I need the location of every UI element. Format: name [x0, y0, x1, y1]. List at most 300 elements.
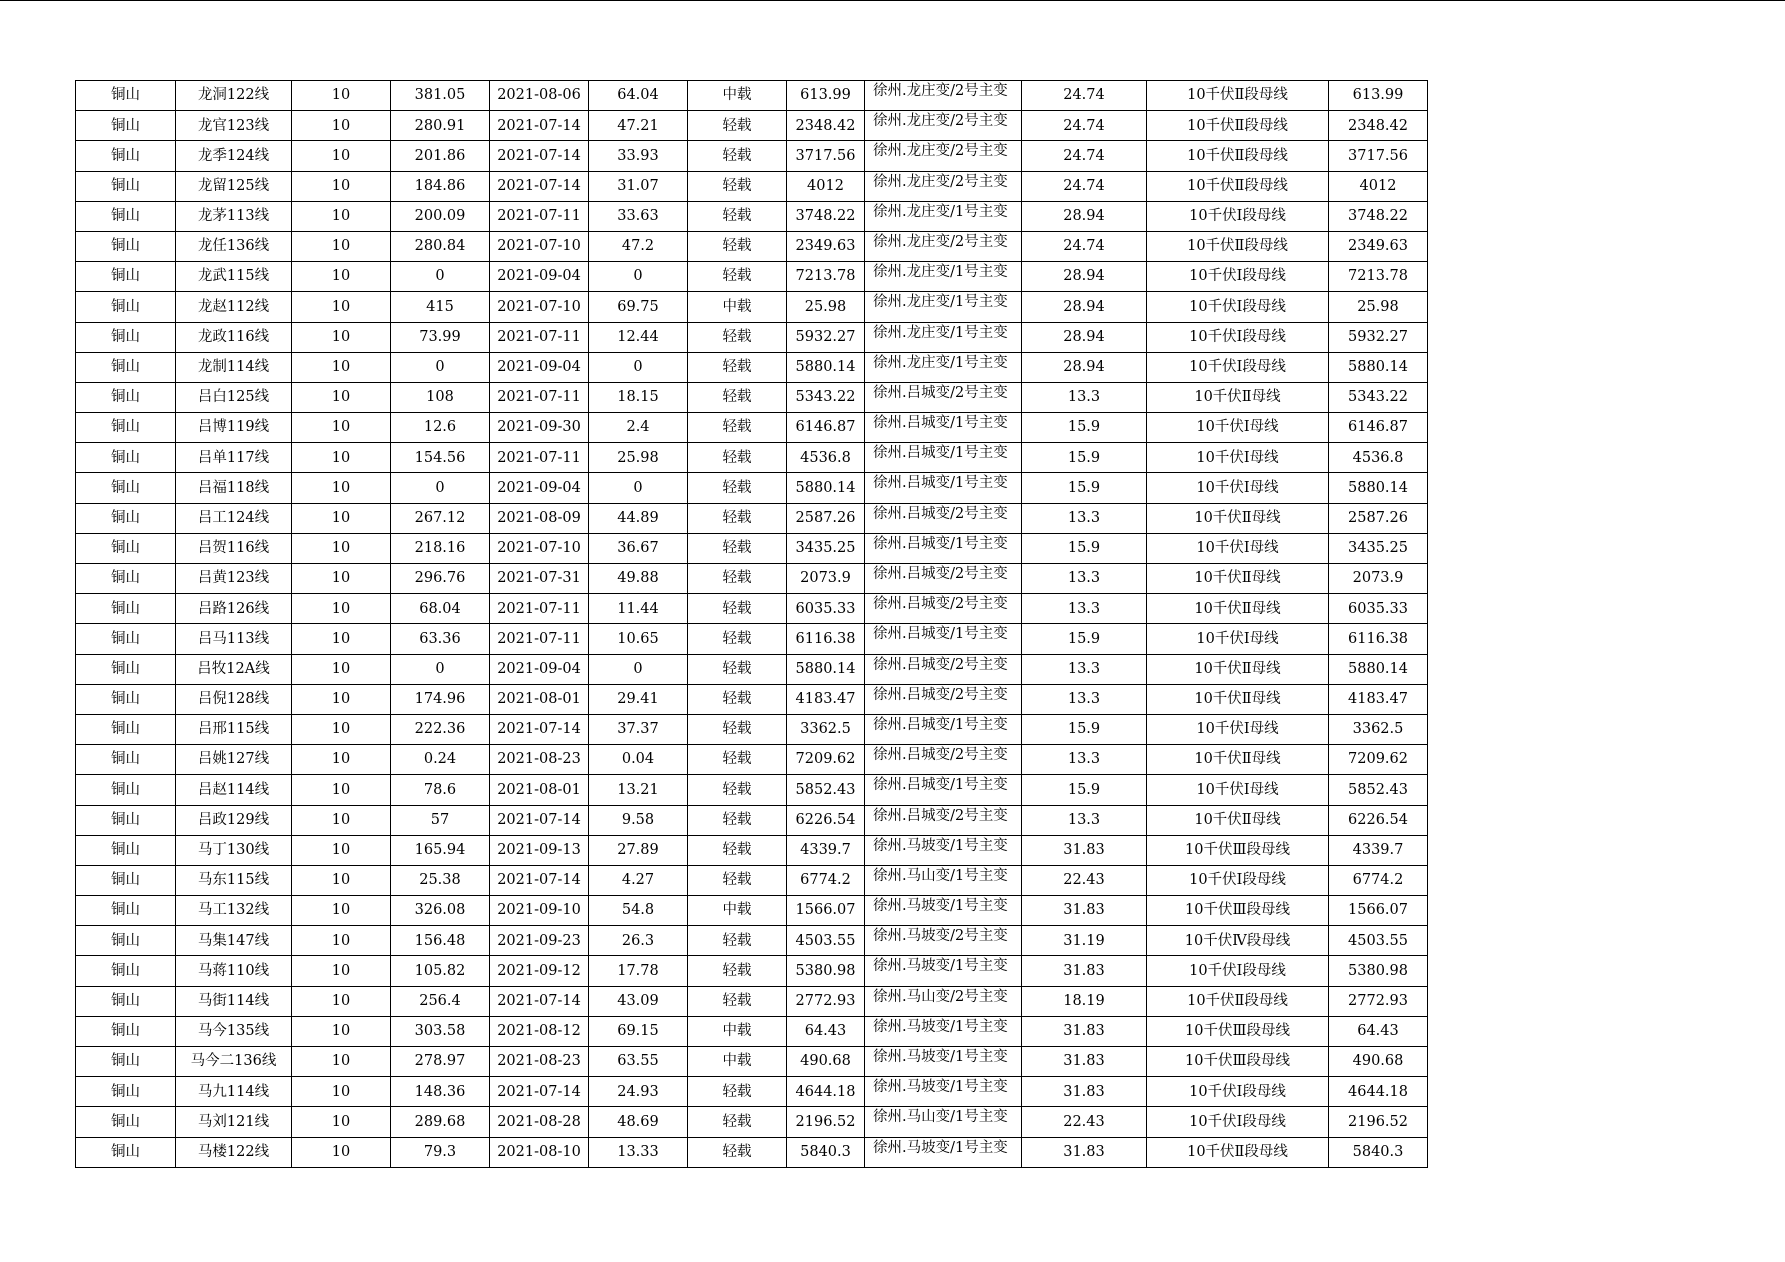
transformer-rate-cell: 31.83	[1022, 1016, 1147, 1046]
load-rate-cell: 29.41	[589, 684, 688, 714]
bus-section-cell: 10千伏Ⅰ母线	[1147, 714, 1329, 744]
date-cell: 2021-07-14	[490, 986, 589, 1016]
load-cell: 280.91	[391, 111, 490, 141]
load-status-cell: 轻载	[688, 141, 787, 171]
date-cell: 2021-07-14	[490, 1077, 589, 1107]
capacity-cell: 6116.38	[787, 624, 865, 654]
date-cell: 2021-08-01	[490, 775, 589, 805]
substation-text: 徐州.吕城变/2号主变	[873, 686, 1008, 703]
date-cell: 2021-07-10	[490, 292, 589, 322]
transformer-rate-cell: 31.83	[1022, 1047, 1147, 1077]
table-row	[76, 292, 1428, 322]
date-cell: 2021-07-11	[490, 624, 589, 654]
district-cell: 铜山	[76, 262, 176, 292]
district-cell: 铜山	[76, 1047, 176, 1077]
load-rate-cell: 24.93	[589, 1077, 688, 1107]
load-cell: 267.12	[391, 503, 490, 533]
substation-text: 徐州.吕城变/1号主变	[873, 716, 1008, 733]
voltage-cell: 10	[292, 956, 391, 986]
line-name-cell: 马集147线	[176, 926, 292, 956]
transformer-rate-cell: 13.3	[1022, 805, 1147, 835]
available-capacity-cell: 5880.14	[1329, 352, 1428, 382]
available-capacity-cell: 5840.3	[1329, 1137, 1428, 1167]
capacity-cell: 4644.18	[787, 1077, 865, 1107]
date-cell: 2021-09-10	[490, 896, 589, 926]
bus-section-cell: 10千伏Ⅱ母线	[1147, 745, 1329, 775]
table-row	[76, 594, 1428, 624]
substation-cell	[865, 986, 1022, 1016]
transformer-rate-cell: 28.94	[1022, 201, 1147, 231]
substation-cell	[865, 594, 1022, 624]
line-name-cell: 吕姚127线	[176, 745, 292, 775]
date-cell: 2021-07-11	[490, 594, 589, 624]
capacity-cell: 5880.14	[787, 352, 865, 382]
district-cell: 铜山	[76, 775, 176, 805]
bus-section-cell: 10千伏Ⅲ段母线	[1147, 1047, 1329, 1077]
substation-text: 徐州.龙庄变/2号主变	[873, 233, 1008, 250]
line-name-cell: 龙洞122线	[176, 81, 292, 111]
table-row	[76, 654, 1428, 684]
substation-text: 徐州.马坡变/2号主变	[873, 928, 1008, 945]
load-rate-cell: 13.33	[589, 1137, 688, 1167]
transformer-rate-cell: 15.9	[1022, 775, 1147, 805]
substation-cell	[865, 81, 1022, 111]
load-rate-cell: 17.78	[589, 956, 688, 986]
bus-section-cell: 10千伏Ⅱ段母线	[1147, 141, 1329, 171]
voltage-cell: 10	[292, 231, 391, 261]
available-capacity-cell: 4339.7	[1329, 835, 1428, 865]
voltage-cell: 10	[292, 171, 391, 201]
bus-section-cell: 10千伏Ⅳ段母线	[1147, 926, 1329, 956]
load-rate-cell: 49.88	[589, 564, 688, 594]
capacity-cell: 4536.8	[787, 443, 865, 473]
date-cell: 2021-07-31	[490, 564, 589, 594]
bus-section-cell: 10千伏Ⅱ段母线	[1147, 81, 1329, 111]
voltage-cell: 10	[292, 714, 391, 744]
load-rate-cell: 33.63	[589, 201, 688, 231]
load-status-cell: 轻载	[688, 865, 787, 895]
transformer-rate-cell: 28.94	[1022, 322, 1147, 352]
district-cell: 铜山	[76, 926, 176, 956]
load-cell: 201.86	[391, 141, 490, 171]
voltage-cell: 10	[292, 594, 391, 624]
load-status-cell: 轻载	[688, 201, 787, 231]
table-row	[76, 745, 1428, 775]
load-rate-cell: 11.44	[589, 594, 688, 624]
capacity-cell: 6146.87	[787, 413, 865, 443]
available-capacity-cell: 2196.52	[1329, 1107, 1428, 1137]
voltage-cell: 10	[292, 1137, 391, 1167]
available-capacity-cell: 4503.55	[1329, 926, 1428, 956]
line-name-cell: 龙赵112线	[176, 292, 292, 322]
table-row	[76, 503, 1428, 533]
available-capacity-cell: 7209.62	[1329, 745, 1428, 775]
district-cell: 铜山	[76, 564, 176, 594]
load-status-cell: 轻载	[688, 171, 787, 201]
load-cell: 0	[391, 473, 490, 503]
load-cell: 78.6	[391, 775, 490, 805]
load-rate-cell: 43.09	[589, 986, 688, 1016]
substation-text: 徐州.吕城变/2号主变	[873, 747, 1008, 764]
load-cell: 256.4	[391, 986, 490, 1016]
load-status-cell: 轻载	[688, 684, 787, 714]
capacity-cell: 2587.26	[787, 503, 865, 533]
table-row	[76, 564, 1428, 594]
capacity-cell: 2772.93	[787, 986, 865, 1016]
date-cell: 2021-07-11	[490, 443, 589, 473]
district-cell: 铜山	[76, 745, 176, 775]
line-name-cell: 吕牧12A线	[176, 654, 292, 684]
load-cell: 105.82	[391, 956, 490, 986]
substation-text: 徐州.马坡变/1号主变	[873, 1018, 1008, 1035]
substation-text: 徐州.吕城变/1号主变	[873, 445, 1008, 462]
voltage-cell: 10	[292, 1016, 391, 1046]
table-row	[76, 473, 1428, 503]
transformer-rate-cell: 24.74	[1022, 111, 1147, 141]
district-cell: 铜山	[76, 382, 176, 412]
district-cell: 铜山	[76, 835, 176, 865]
date-cell: 2021-07-14	[490, 111, 589, 141]
voltage-cell: 10	[292, 926, 391, 956]
substation-text: 徐州.马山变/1号主变	[873, 867, 1008, 884]
voltage-cell: 10	[292, 624, 391, 654]
load-cell: 303.58	[391, 1016, 490, 1046]
substation-cell	[865, 533, 1022, 563]
district-cell: 铜山	[76, 1077, 176, 1107]
line-name-cell: 马刘121线	[176, 1107, 292, 1137]
bus-section-cell: 10千伏Ⅰ段母线	[1147, 1107, 1329, 1137]
load-rate-cell: 0	[589, 473, 688, 503]
load-status-cell: 轻载	[688, 745, 787, 775]
substation-cell	[865, 322, 1022, 352]
bus-section-cell: 10千伏Ⅲ段母线	[1147, 896, 1329, 926]
substation-text: 徐州.吕城变/2号主变	[873, 566, 1008, 582]
substation-cell	[865, 714, 1022, 744]
load-rate-cell: 47.21	[589, 111, 688, 141]
load-cell: 289.68	[391, 1107, 490, 1137]
voltage-cell: 10	[292, 1077, 391, 1107]
voltage-cell: 10	[292, 262, 391, 292]
load-status-cell: 轻载	[688, 805, 787, 835]
capacity-cell: 7213.78	[787, 262, 865, 292]
line-name-cell: 龙官123线	[176, 111, 292, 141]
available-capacity-cell: 613.99	[1329, 81, 1428, 111]
bus-section-cell: 10千伏Ⅱ母线	[1147, 382, 1329, 412]
voltage-cell: 10	[292, 1047, 391, 1077]
table-row	[76, 262, 1428, 292]
substation-cell	[865, 835, 1022, 865]
load-cell: 12.6	[391, 413, 490, 443]
substation-text: 徐州.龙庄变/1号主变	[873, 354, 1008, 371]
transformer-rate-cell: 18.19	[1022, 986, 1147, 1016]
district-cell: 铜山	[76, 986, 176, 1016]
date-cell: 2021-09-04	[490, 654, 589, 684]
load-status-cell: 轻载	[688, 1137, 787, 1167]
substation-cell	[865, 1016, 1022, 1046]
available-capacity-cell: 4644.18	[1329, 1077, 1428, 1107]
load-cell: 165.94	[391, 835, 490, 865]
line-name-cell: 吕倪128线	[176, 684, 292, 714]
load-cell: 218.16	[391, 533, 490, 563]
table-row	[76, 986, 1428, 1016]
capacity-cell: 5343.22	[787, 382, 865, 412]
bus-section-cell: 10千伏Ⅱ段母线	[1147, 171, 1329, 201]
district-cell: 铜山	[76, 1137, 176, 1167]
voltage-cell: 10	[292, 292, 391, 322]
load-rate-cell: 0.04	[589, 745, 688, 775]
bus-section-cell: 10千伏Ⅰ母线	[1147, 413, 1329, 443]
substation-cell	[865, 1047, 1022, 1077]
transformer-rate-cell: 13.3	[1022, 654, 1147, 684]
transformer-rate-cell: 31.19	[1022, 926, 1147, 956]
load-status-cell: 中载	[688, 81, 787, 111]
date-cell: 2021-08-06	[490, 81, 589, 111]
table-row	[76, 413, 1428, 443]
substation-cell	[865, 564, 1022, 594]
capacity-cell: 3435.25	[787, 533, 865, 563]
table-row	[76, 865, 1428, 895]
bus-section-cell: 10千伏Ⅱ段母线	[1147, 231, 1329, 261]
available-capacity-cell: 25.98	[1329, 292, 1428, 322]
transformer-rate-cell: 15.9	[1022, 443, 1147, 473]
line-name-cell: 龙季124线	[176, 141, 292, 171]
table-row	[76, 896, 1428, 926]
available-capacity-cell: 6226.54	[1329, 805, 1428, 835]
line-name-cell: 马九114线	[176, 1077, 292, 1107]
substation-cell	[865, 896, 1022, 926]
load-rate-cell: 64.04	[589, 81, 688, 111]
load-rate-cell: 0	[589, 352, 688, 382]
substation-text: 徐州.龙庄变/1号主变	[873, 264, 1008, 281]
date-cell: 2021-08-28	[490, 1107, 589, 1137]
load-status-cell: 轻载	[688, 503, 787, 533]
transformer-rate-cell: 15.9	[1022, 624, 1147, 654]
available-capacity-cell: 5380.98	[1329, 956, 1428, 986]
line-name-cell: 马楼122线	[176, 1137, 292, 1167]
date-cell: 2021-07-14	[490, 865, 589, 895]
substation-text: 徐州.吕城变/2号主变	[873, 807, 1008, 824]
bus-section-cell: 10千伏Ⅰ段母线	[1147, 865, 1329, 895]
bus-section-cell: 10千伏Ⅰ段母线	[1147, 201, 1329, 231]
transformer-rate-cell: 13.3	[1022, 564, 1147, 594]
load-rate-cell: 69.75	[589, 292, 688, 322]
feeder-load-table	[75, 80, 1428, 1168]
substation-text: 徐州.马坡变/1号主变	[873, 1079, 1008, 1096]
available-capacity-cell: 4012	[1329, 171, 1428, 201]
table-row	[76, 1107, 1428, 1137]
capacity-cell: 5380.98	[787, 956, 865, 986]
load-rate-cell: 69.15	[589, 1016, 688, 1046]
substation-text: 徐州.马山变/1号主变	[873, 1109, 1008, 1126]
district-cell: 铜山	[76, 141, 176, 171]
line-name-cell: 龙政116线	[176, 322, 292, 352]
substation-cell	[865, 473, 1022, 503]
district-cell: 铜山	[76, 503, 176, 533]
substation-text: 徐州.吕城变/2号主变	[873, 656, 1008, 673]
table-row	[76, 1047, 1428, 1077]
load-rate-cell: 27.89	[589, 835, 688, 865]
transformer-rate-cell: 15.9	[1022, 714, 1147, 744]
substation-text: 徐州.龙庄变/2号主变	[873, 113, 1008, 130]
table-row	[76, 1016, 1428, 1046]
date-cell: 2021-09-30	[490, 413, 589, 443]
voltage-cell: 10	[292, 1107, 391, 1137]
substation-cell	[865, 1077, 1022, 1107]
date-cell: 2021-07-10	[490, 533, 589, 563]
table-row	[76, 775, 1428, 805]
load-cell: 73.99	[391, 322, 490, 352]
substation-cell	[865, 745, 1022, 775]
bus-section-cell: 10千伏Ⅱ母线	[1147, 564, 1329, 594]
substation-text: 徐州.马坡变/1号主变	[873, 1049, 1008, 1065]
district-cell: 铜山	[76, 201, 176, 231]
bus-section-cell: 10千伏Ⅲ段母线	[1147, 835, 1329, 865]
load-status-cell: 轻载	[688, 835, 787, 865]
voltage-cell: 10	[292, 473, 391, 503]
line-name-cell: 马东115线	[176, 865, 292, 895]
line-name-cell: 马今二136线	[176, 1047, 292, 1077]
load-status-cell: 中载	[688, 896, 787, 926]
available-capacity-cell: 64.43	[1329, 1016, 1428, 1046]
available-capacity-cell: 5932.27	[1329, 322, 1428, 352]
line-name-cell: 吕马113线	[176, 624, 292, 654]
table-row	[76, 835, 1428, 865]
table-row	[76, 81, 1428, 111]
load-status-cell: 轻载	[688, 443, 787, 473]
load-status-cell: 轻载	[688, 262, 787, 292]
substation-cell	[865, 382, 1022, 412]
table-row	[76, 201, 1428, 231]
load-rate-cell: 33.93	[589, 141, 688, 171]
voltage-cell: 10	[292, 805, 391, 835]
load-rate-cell: 47.2	[589, 231, 688, 261]
table-row	[76, 1077, 1428, 1107]
voltage-cell: 10	[292, 503, 391, 533]
load-status-cell: 轻载	[688, 473, 787, 503]
substation-text: 徐州.吕城变/2号主变	[873, 384, 1008, 401]
date-cell: 2021-09-23	[490, 926, 589, 956]
load-status-cell: 轻载	[688, 111, 787, 141]
substation-text: 徐州.龙庄变/1号主变	[873, 294, 1008, 311]
substation-cell	[865, 231, 1022, 261]
substation-text: 徐州.马山变/2号主变	[873, 988, 1008, 1005]
substation-cell	[865, 1137, 1022, 1167]
capacity-cell: 613.99	[787, 81, 865, 111]
load-rate-cell: 0	[589, 262, 688, 292]
capacity-cell: 5880.14	[787, 654, 865, 684]
load-rate-cell: 36.67	[589, 533, 688, 563]
bus-section-cell: 10千伏Ⅰ段母线	[1147, 322, 1329, 352]
district-cell: 铜山	[76, 956, 176, 986]
bus-section-cell: 10千伏Ⅱ段母线	[1147, 1137, 1329, 1167]
load-cell: 25.38	[391, 865, 490, 895]
line-name-cell: 吕博119线	[176, 413, 292, 443]
table-row	[76, 171, 1428, 201]
available-capacity-cell: 6774.2	[1329, 865, 1428, 895]
district-cell: 铜山	[76, 81, 176, 111]
capacity-cell: 5852.43	[787, 775, 865, 805]
transformer-rate-cell: 22.43	[1022, 1107, 1147, 1137]
bus-section-cell: 10千伏Ⅱ母线	[1147, 503, 1329, 533]
district-cell: 铜山	[76, 684, 176, 714]
bus-section-cell: 10千伏Ⅰ段母线	[1147, 352, 1329, 382]
date-cell: 2021-07-14	[490, 805, 589, 835]
substation-text: 徐州.马坡变/1号主变	[873, 837, 1008, 854]
date-cell: 2021-07-11	[490, 201, 589, 231]
load-cell: 156.48	[391, 926, 490, 956]
district-cell: 铜山	[76, 654, 176, 684]
voltage-cell: 10	[292, 684, 391, 714]
table-row	[76, 714, 1428, 744]
load-rate-cell: 10.65	[589, 624, 688, 654]
bus-section-cell: 10千伏Ⅰ段母线	[1147, 262, 1329, 292]
load-cell: 222.36	[391, 714, 490, 744]
district-cell: 铜山	[76, 805, 176, 835]
line-name-cell: 吕工124线	[176, 503, 292, 533]
substation-cell	[865, 503, 1022, 533]
capacity-cell: 5932.27	[787, 322, 865, 352]
district-cell: 铜山	[76, 231, 176, 261]
substation-cell	[865, 926, 1022, 956]
load-cell: 148.36	[391, 1077, 490, 1107]
substation-text: 徐州.龙庄变/2号主变	[873, 83, 1008, 99]
available-capacity-cell: 1566.07	[1329, 896, 1428, 926]
substation-text: 徐州.吕城变/1号主变	[873, 535, 1008, 552]
voltage-cell: 10	[292, 865, 391, 895]
table-row	[76, 352, 1428, 382]
transformer-rate-cell: 28.94	[1022, 292, 1147, 322]
voltage-cell: 10	[292, 533, 391, 563]
substation-cell	[865, 805, 1022, 835]
voltage-cell: 10	[292, 81, 391, 111]
available-capacity-cell: 7213.78	[1329, 262, 1428, 292]
substation-text: 徐州.马坡变/1号主变	[873, 1139, 1008, 1156]
load-rate-cell: 4.27	[589, 865, 688, 895]
load-cell: 200.09	[391, 201, 490, 231]
load-cell: 296.76	[391, 564, 490, 594]
load-rate-cell: 37.37	[589, 714, 688, 744]
available-capacity-cell: 4183.47	[1329, 684, 1428, 714]
substation-text: 徐州.吕城变/2号主变	[873, 596, 1008, 613]
date-cell: 2021-07-11	[490, 382, 589, 412]
date-cell: 2021-08-23	[490, 1047, 589, 1077]
load-rate-cell: 63.55	[589, 1047, 688, 1077]
date-cell: 2021-09-04	[490, 262, 589, 292]
line-name-cell: 马丁130线	[176, 835, 292, 865]
load-cell: 415	[391, 292, 490, 322]
substation-cell	[865, 262, 1022, 292]
substation-text: 徐州.龙庄变/1号主变	[873, 324, 1008, 341]
table-row	[76, 141, 1428, 171]
available-capacity-cell: 5852.43	[1329, 775, 1428, 805]
load-cell: 79.3	[391, 1137, 490, 1167]
transformer-rate-cell: 28.94	[1022, 262, 1147, 292]
district-cell: 铜山	[76, 413, 176, 443]
load-status-cell: 轻载	[688, 986, 787, 1016]
date-cell: 2021-09-12	[490, 956, 589, 986]
available-capacity-cell: 6116.38	[1329, 624, 1428, 654]
voltage-cell: 10	[292, 322, 391, 352]
district-cell: 铜山	[76, 322, 176, 352]
substation-text: 徐州.吕城变/1号主变	[873, 415, 1008, 432]
load-cell: 381.05	[391, 81, 490, 111]
voltage-cell: 10	[292, 835, 391, 865]
voltage-cell: 10	[292, 111, 391, 141]
bus-section-cell: 10千伏Ⅰ母线	[1147, 775, 1329, 805]
substation-cell	[865, 775, 1022, 805]
substation-text: 徐州.龙庄变/1号主变	[873, 203, 1008, 220]
line-name-cell: 马蒋110线	[176, 956, 292, 986]
